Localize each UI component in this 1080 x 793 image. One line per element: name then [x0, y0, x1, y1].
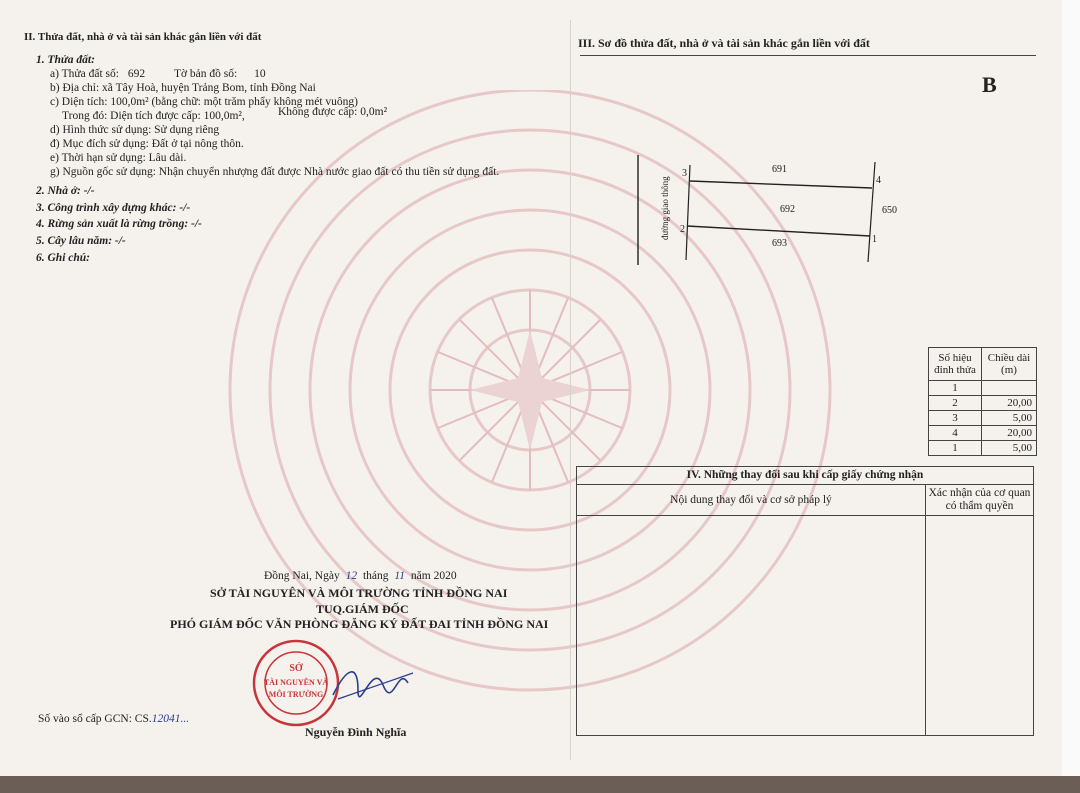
seal-line-3: MÔI TRƯỜNG — [268, 690, 324, 699]
issue-date — [264, 569, 457, 583]
agency-name: SỞ TÀI NGUYÊN VÀ MÔI TRƯỜNG TỈNH ĐỒNG NAI — [210, 586, 508, 600]
section4-title: IV. Những thay đổi sau khi cấp giấy chứng nhận — [577, 467, 1033, 485]
area-granted: Trong đó: Diện tích được cấp: 100,0m², — [62, 110, 245, 122]
vertex-cell: 1 — [929, 441, 982, 456]
address-line: b) Địa chỉ: xã Tây Hoà, huyện Trảng Bom, tỉnh Đồng Nai — [50, 82, 316, 94]
edge-length-table — [928, 347, 1037, 456]
term-line: e) Thời hạn sử dụng: Lâu dài. — [50, 152, 187, 164]
origin-line: g) Nguồn gốc sử dụng: Nhận chuyển nhượng đất được Nhà nước giao đất có thu tiền sử dụng đất. — [50, 166, 500, 178]
register-label: Số vào sổ cấp GCN: CS. — [38, 713, 152, 725]
length-cell: 5,00 — [982, 411, 1037, 426]
land-heading: 1. Thửa đất: — [36, 54, 95, 66]
date-day: 12 — [345, 570, 358, 582]
vertex-1: 1 — [872, 234, 877, 245]
house-line: 2. Nhà ở: -/- — [36, 185, 95, 197]
date-prefix: Đồng Nai, Ngày — [264, 570, 340, 582]
vertex-2: 2 — [680, 224, 685, 235]
construction-line: 3. Công trình xây dựng khác: -/- — [36, 202, 191, 214]
forest-line: 4. Rừng sản xuất là rừng trồng: -/- — [36, 218, 202, 230]
map-sheet-number: 10 — [254, 68, 266, 80]
plot-number-label: a) Thửa đất số: — [50, 68, 119, 80]
changes-col-confirm: Xác nhận của cơ quan có thẩm quyền — [928, 487, 1031, 512]
trees-line: 5. Cây lâu năm: -/- — [36, 235, 126, 247]
area-line: c) Diện tích: 100,0m² (bằng chữ: một trăm phẩy không mét vuông) — [50, 96, 358, 108]
section2-title: II. Thửa đất, nhà ở và tài sản khác gắn liền với đất — [24, 31, 262, 43]
changes-col-content: Nội dung thay đổi và cơ sở pháp lý — [670, 494, 832, 506]
plot-number: 692 — [127, 68, 146, 80]
vertex-3: 3 — [682, 168, 687, 179]
vertex-cell: 2 — [929, 396, 982, 411]
table-row — [929, 381, 1037, 396]
seal-line-2: TÀI NGUYÊN VÀ — [263, 678, 329, 687]
table-header-vertex: Số hiệu đỉnh thửa — [929, 348, 982, 381]
length-cell: 5,00 — [982, 441, 1037, 456]
register-value: 12041... — [151, 713, 190, 725]
changes-content-column — [577, 485, 926, 735]
purpose-line: đ) Mục đích sử dụng: Đất ở tại nông thôn. — [50, 138, 244, 150]
vertex-4: 4 — [876, 175, 881, 186]
vertex-cell: 3 — [929, 411, 982, 426]
signer-name: Nguyễn Đình Nghĩa — [305, 725, 407, 739]
table-row — [929, 441, 1037, 456]
north-arrow-icon: B — [982, 72, 997, 97]
table-row — [929, 411, 1037, 426]
road-label: đường giao thông — [660, 176, 670, 240]
changes-table — [576, 466, 1034, 736]
date-year: năm 2020 — [410, 570, 457, 582]
section3-title: III. Sơ đồ thửa đất, nhà ở và tài sản khác gắn liền với đất — [578, 36, 870, 50]
plot-650-label: 650 — [882, 205, 897, 216]
date-month: 11 — [394, 570, 406, 582]
handwritten-signature — [328, 655, 418, 705]
table-header-length: Chiều dài (m) — [982, 348, 1037, 381]
notes-line: 6. Ghi chú: — [36, 252, 90, 264]
seal-line-1: SỞ — [289, 663, 303, 674]
length-cell: 20,00 — [982, 396, 1037, 411]
plot-diagram — [620, 150, 920, 270]
use-form-line: d) Hình thức sử dụng: Sử dụng riêng — [50, 124, 220, 136]
page-edge — [1062, 0, 1080, 793]
plot-691-label: 691 — [772, 164, 787, 175]
background-strip — [0, 776, 1080, 793]
table-row — [929, 396, 1037, 411]
deputy-title: PHÓ GIÁM ĐỐC VĂN PHÒNG ĐĂNG KÝ ĐẤT ĐAI TỈNH ĐỒNG NAI — [170, 617, 549, 631]
length-cell: 20,00 — [982, 426, 1037, 441]
table-row — [929, 426, 1037, 441]
map-sheet-label: Tờ bản đồ số: — [173, 68, 238, 80]
vertex-cell: 4 — [929, 426, 982, 441]
page-divider — [570, 20, 571, 760]
plot-693-label: 693 — [772, 238, 787, 249]
area-not-granted: Không được cấp: 0,0m² — [278, 106, 388, 118]
month-prefix: tháng — [362, 570, 389, 582]
register-number — [38, 712, 189, 726]
length-cell — [982, 381, 1037, 396]
plot-number-line — [50, 67, 266, 81]
changes-table-header — [577, 485, 1033, 516]
vertex-cell: 1 — [929, 381, 982, 396]
signer-role: TUQ.GIÁM ĐỐC — [316, 602, 409, 616]
plot-692-label: 692 — [780, 204, 795, 215]
